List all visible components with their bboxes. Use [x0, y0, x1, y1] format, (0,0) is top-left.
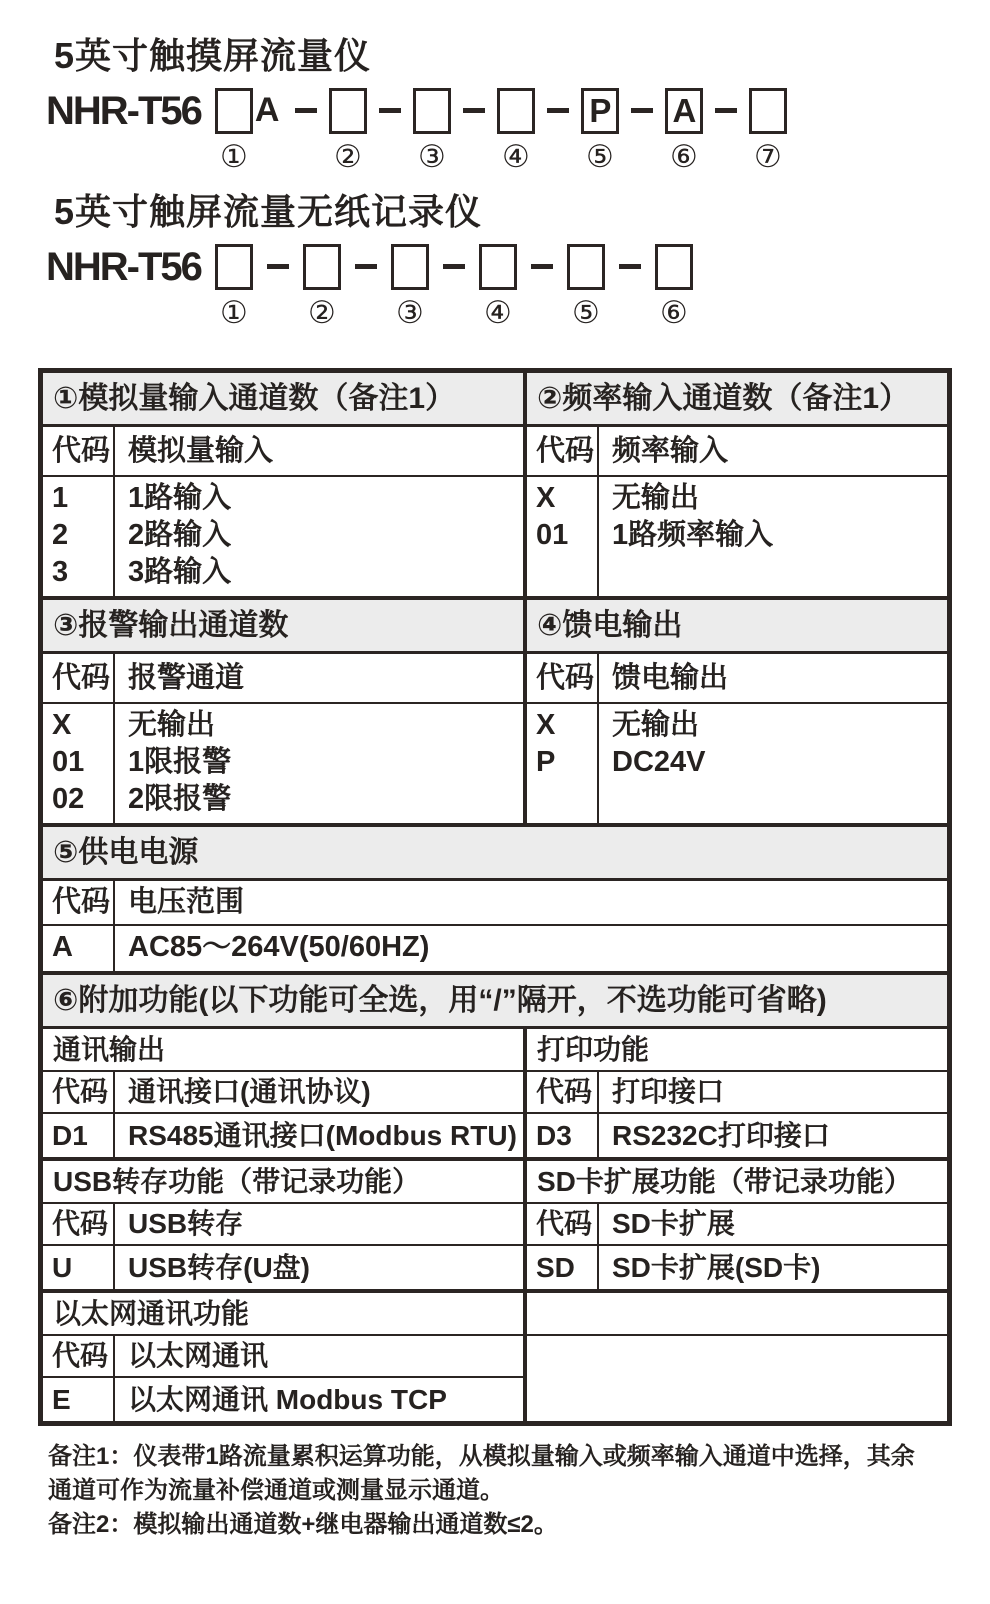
model1-segment-1 — [215, 88, 280, 175]
model2-code-box-1 — [215, 244, 253, 290]
section3-descs — [115, 704, 523, 823]
section-comm-print — [43, 1029, 947, 1161]
section1-columns — [43, 427, 523, 477]
section5-columns — [43, 881, 947, 926]
code-desc: 无输出 — [612, 709, 700, 741]
model-code-line-2 — [46, 244, 952, 330]
section4-column-label: 馈电输出 — [612, 662, 729, 694]
model2-prefix: NHR-T56 — [46, 245, 201, 289]
comm-header: 通讯输出 — [43, 1029, 523, 1072]
code-value: 3 — [52, 556, 69, 588]
section-usb-sd — [43, 1161, 947, 1293]
section3-codes — [43, 704, 115, 823]
comm-columns — [43, 1072, 523, 1114]
comm-data-row — [43, 1114, 523, 1157]
code-column-label: 代码 — [527, 654, 599, 702]
model1-code-box-5: P — [581, 88, 619, 134]
ethernet-data-row — [43, 1378, 523, 1421]
code-value: D3 — [527, 1114, 599, 1157]
section2-header: ②频率输入通道数（备注1） — [527, 373, 947, 427]
subsection-usb-transfer — [43, 1161, 527, 1289]
position-number-6: ⑥ — [660, 295, 688, 331]
code-desc: 1限报警 — [128, 746, 232, 778]
sd-data-row — [527, 1246, 947, 1289]
position-number-4: ④ — [484, 295, 512, 331]
code-value: E — [43, 1378, 115, 1421]
code-desc: 无输出 — [612, 482, 700, 514]
section-power-supply — [43, 827, 947, 975]
code-value: SD — [527, 1246, 599, 1289]
code-value: U — [43, 1246, 115, 1289]
code-column-label: 代码 — [43, 427, 115, 475]
model2-code-box-4 — [479, 244, 517, 290]
section-analog-input — [43, 373, 527, 596]
sd-column-label: SD卡扩展 — [612, 1208, 735, 1239]
position-number-3: ③ — [418, 139, 446, 175]
section-alarm-output — [43, 600, 527, 823]
code-column-label: 代码 — [43, 1072, 115, 1112]
code-value: 2 — [52, 519, 69, 551]
model1-code-box-7 — [749, 88, 787, 134]
position-number-2: ② — [334, 139, 362, 175]
empty-cell — [527, 1293, 947, 1336]
usb-columns — [43, 1204, 523, 1246]
print-data-row — [527, 1114, 947, 1157]
dash-separator — [443, 264, 465, 269]
position-number-4: ④ — [502, 139, 530, 175]
model2-code-box-3 — [391, 244, 429, 290]
section4-descs — [599, 704, 947, 823]
print-column-label: 打印接口 — [612, 1076, 725, 1107]
section2-codes — [527, 477, 599, 596]
position-number-6: ⑥ — [670, 139, 698, 175]
subsection-sd-expansion — [527, 1161, 947, 1289]
dash-separator — [619, 264, 641, 269]
usb-column-label: USB转存 — [128, 1208, 244, 1239]
model2-segment-1 — [215, 244, 253, 330]
code-desc: 1路输入 — [128, 482, 232, 514]
code-desc: 3路输入 — [128, 556, 232, 588]
section2-data — [527, 477, 947, 596]
section-alarm-power — [43, 600, 947, 827]
code-desc: SD卡扩展(SD卡) — [612, 1252, 821, 1283]
position-number-1: ① — [220, 295, 248, 331]
print-columns — [527, 1072, 947, 1114]
product1-title: 5英寸触摸屏流量仪 — [54, 35, 372, 76]
subsection-print-function — [527, 1029, 947, 1157]
model2-segment-4 — [479, 244, 517, 330]
section2-descs — [599, 477, 947, 596]
code-desc: 2限报警 — [128, 783, 232, 815]
code-column-label: 代码 — [43, 654, 115, 702]
usb-header: USB转存功能（带记录功能） — [43, 1161, 523, 1204]
dash-separator — [715, 108, 737, 113]
sd-header: SD卡扩展功能（带记录功能） — [527, 1161, 947, 1204]
code-value: A — [43, 926, 115, 971]
ethernet-empty-column — [527, 1293, 947, 1421]
code-column-label: 代码 — [43, 1204, 115, 1244]
section3-column-label: 报警通道 — [128, 662, 245, 694]
model2-segment-3 — [391, 244, 429, 330]
code-value: 01 — [536, 519, 569, 551]
ethernet-column-label: 以太网通讯 — [128, 1340, 269, 1371]
dash-separator — [267, 264, 289, 269]
section3-data — [43, 704, 523, 823]
model2-segment-6 — [655, 244, 693, 330]
section-analog-frequency — [43, 373, 947, 600]
position-number-3: ③ — [396, 295, 424, 331]
code-desc: 以太网通讯 Modbus TCP — [128, 1384, 447, 1415]
code-desc: USB转存(U盘) — [128, 1252, 310, 1283]
model1-segment-4 — [497, 88, 535, 174]
section4-header: ④馈电输出 — [527, 600, 947, 654]
code-value: X — [52, 709, 72, 741]
position-number-5: ⑤ — [572, 295, 600, 331]
dash-separator — [295, 108, 317, 113]
product2-title: 5英寸触屏流量无纸记录仪 — [54, 191, 483, 232]
model1-segment-7 — [749, 88, 787, 174]
model1-segment-2 — [329, 88, 367, 174]
position-number-1: ① — [220, 139, 248, 175]
section4-data — [527, 704, 947, 823]
model2-code-box-2 — [303, 244, 341, 290]
subsection-comm-output — [43, 1029, 527, 1157]
empty-cell — [527, 1336, 947, 1421]
section3-header: ③报警输出通道数 — [43, 600, 523, 654]
section2-columns — [527, 427, 947, 477]
dash-separator — [463, 108, 485, 113]
ethernet-header: 以太网通讯功能 — [43, 1293, 523, 1336]
code-value: 1 — [52, 482, 69, 514]
code-desc: 1路频率输入 — [612, 519, 774, 551]
code-desc: 无输出 — [128, 709, 216, 741]
section1-descs — [115, 477, 523, 596]
comm-column-label: 通讯接口(通讯协议) — [128, 1076, 371, 1107]
code-desc: RS485通讯接口(Modbus RTU) — [128, 1120, 517, 1151]
section-frequency-input — [527, 373, 947, 596]
ethernet-columns — [43, 1336, 523, 1378]
model1-prefix: NHR-T56 — [46, 89, 201, 133]
model1-code-box-2 — [329, 88, 367, 134]
position-number-7: ⑦ — [754, 139, 782, 175]
footnotes — [38, 1440, 930, 1542]
dash-separator — [531, 264, 553, 269]
model1-segment-6 — [665, 88, 703, 174]
code-value: X — [536, 482, 556, 514]
code-value: 01 — [52, 746, 85, 778]
code-value: D1 — [43, 1114, 115, 1157]
usb-data-row — [43, 1246, 523, 1289]
section1-data — [43, 477, 523, 596]
section5-data-row — [43, 926, 947, 971]
code-value: X — [536, 709, 556, 741]
model1-code-box-4 — [497, 88, 535, 134]
code-value: 02 — [52, 783, 85, 815]
model-code-line-1 — [46, 88, 952, 174]
dash-separator — [379, 108, 401, 113]
ordering-table — [38, 368, 952, 1426]
section5-column-label: 电压范围 — [128, 886, 245, 918]
section4-columns — [527, 654, 947, 704]
section-feed-output — [527, 600, 947, 823]
dash-separator — [355, 264, 377, 269]
print-header: 打印功能 — [527, 1029, 947, 1072]
code-value: P — [536, 746, 556, 778]
position-number-2: ② — [308, 295, 336, 331]
dash-separator — [547, 108, 569, 113]
model2-code-box-6 — [655, 244, 693, 290]
position-number-5: ⑤ — [586, 139, 614, 175]
code-column-label: 代码 — [43, 1336, 115, 1376]
code-column-label: 代码 — [43, 881, 115, 924]
section2-column-label: 频率输入 — [612, 435, 729, 467]
model1-code-box-6: A — [665, 88, 703, 134]
section4-codes — [527, 704, 599, 823]
model1-code-box-3 — [413, 88, 451, 134]
model2-segment-2 — [303, 244, 341, 330]
section5-header: ⑤供电电源 — [43, 827, 947, 881]
model1-segment-5 — [581, 88, 619, 174]
code-desc: RS232C打印接口 — [612, 1120, 830, 1151]
dash-separator — [631, 108, 653, 113]
code-desc: 2路输入 — [128, 519, 232, 551]
footnote-2: 备注2：模拟输出通道数+继电器输出通道数≤2。 — [48, 1511, 558, 1538]
model1-code-box-1 — [215, 88, 253, 134]
section-ethernet — [43, 1293, 947, 1421]
code-column-label: 代码 — [527, 1204, 599, 1244]
code-desc: DC24V — [612, 746, 706, 778]
section1-column-label: 模拟量输入 — [128, 435, 274, 467]
section3-columns — [43, 654, 523, 704]
model1-box1-suffix: A — [254, 91, 280, 129]
model2-code-box-5 — [567, 244, 605, 290]
section1-header: ①模拟量输入通道数（备注1） — [43, 373, 523, 427]
code-desc: AC85～264V(50/60HZ) — [128, 931, 430, 963]
section6-header: ⑥附加功能(以下功能可全选，用“/”隔开，不选功能可省略) — [43, 975, 947, 1029]
model2-segment-5 — [567, 244, 605, 330]
model1-segment-3 — [413, 88, 451, 174]
code-column-label: 代码 — [527, 427, 599, 475]
subsection-ethernet-comm — [43, 1293, 527, 1421]
code-column-label: 代码 — [527, 1072, 599, 1112]
sd-columns — [527, 1204, 947, 1246]
section1-codes — [43, 477, 115, 596]
footnote-1: 备注1：仪表带1路流量累积运算功能，从模拟量输入或频率输入通道中选择，其余通道可作为流量补偿通道或测量显示通道。 — [48, 1443, 915, 1504]
